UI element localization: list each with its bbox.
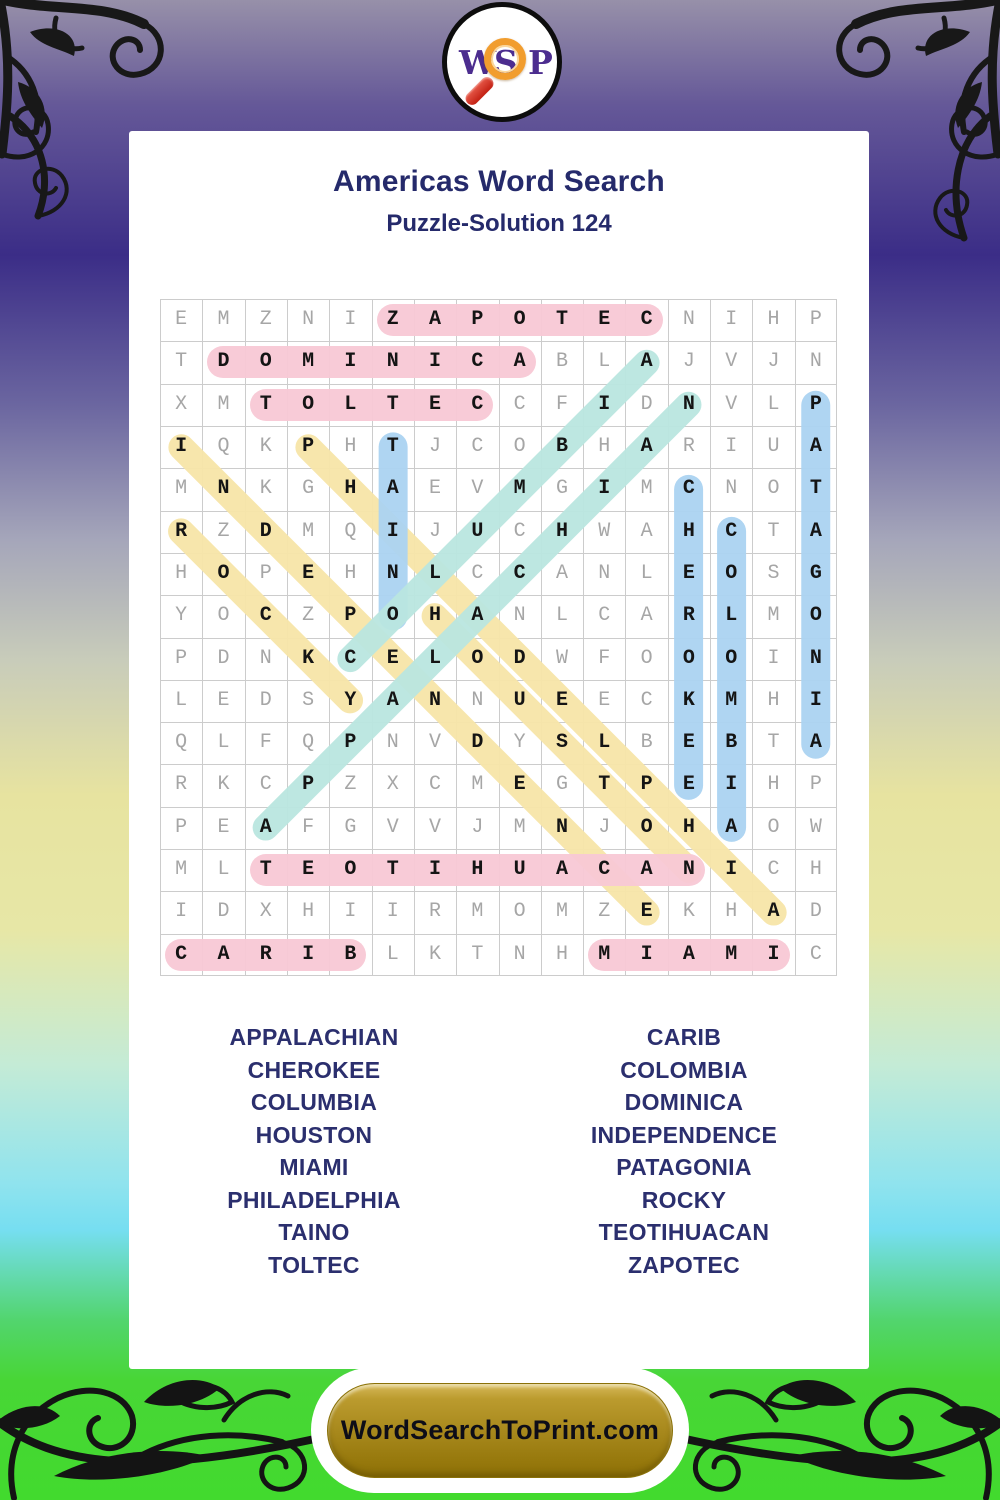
- grid-cell: N: [429, 688, 442, 712]
- grid-cell: E: [386, 646, 399, 670]
- grid-cell: O: [217, 604, 230, 628]
- grid-cell: T: [555, 308, 568, 331]
- grid-cell: K: [682, 688, 695, 712]
- grid-cell: N: [682, 392, 695, 416]
- grid-cell: E: [555, 688, 568, 712]
- grid-cell: L: [598, 731, 611, 755]
- grid-cell: Z: [302, 604, 315, 628]
- grid-cell: M: [513, 477, 526, 501]
- grid-cell: J: [429, 434, 442, 458]
- grid-cell: F: [259, 731, 272, 755]
- grid-cell: J: [767, 350, 780, 374]
- grid-cell: R: [429, 900, 442, 924]
- grid-cell: V: [429, 731, 442, 755]
- grid-cell: H: [429, 604, 442, 628]
- word-list-item: ZAPOTEC: [628, 1251, 740, 1278]
- grid-cell: C: [259, 773, 272, 797]
- logo-letter-s: S: [494, 43, 518, 82]
- grid-cell: F: [302, 815, 315, 839]
- grid-cell: A: [429, 308, 442, 331]
- logo-letter-w: W: [459, 43, 497, 82]
- grid-cell: O: [302, 392, 315, 416]
- grid-cell: K: [217, 773, 230, 797]
- grid-cell: P: [809, 773, 822, 797]
- grid-cell: H: [682, 519, 695, 543]
- grid-cell: C: [471, 561, 484, 585]
- grid-cell: T: [598, 773, 611, 797]
- grid-cell: P: [175, 646, 188, 670]
- word-list-left-column: [129, 1021, 499, 1281]
- grid-cell: M: [513, 815, 526, 839]
- grid-cell: C: [513, 561, 526, 585]
- grid-cell: V: [725, 350, 738, 374]
- grid-cell: F: [555, 392, 568, 416]
- grid-cell: L: [598, 350, 611, 374]
- grid-cell: N: [386, 561, 399, 585]
- grid-cell: T: [767, 519, 780, 543]
- word-list-item: TAINO: [278, 1219, 350, 1245]
- grid-cell: E: [429, 477, 442, 501]
- grid-cell: Z: [386, 308, 399, 331]
- grid-cell: G: [809, 561, 822, 585]
- grid-cell: N: [809, 350, 822, 374]
- grid-cell: S: [302, 688, 315, 712]
- corner-flourish-bottom-right: [670, 1360, 1000, 1500]
- grid-cell: Q: [302, 731, 315, 755]
- grid-cell: C: [513, 519, 526, 543]
- grid-cell: L: [344, 392, 357, 416]
- grid-cell: L: [767, 392, 780, 416]
- word-list-item: PATAGONIA: [616, 1154, 752, 1180]
- grid-cell: D: [471, 731, 484, 755]
- grid-cell: C: [513, 392, 526, 416]
- word-list-item: TOLTEC: [268, 1251, 360, 1278]
- grid-cell: A: [217, 942, 230, 966]
- grid-cell: I: [809, 688, 822, 712]
- grid-cell: E: [302, 858, 315, 882]
- grid-cell: N: [598, 561, 611, 585]
- grid-cell: I: [344, 308, 357, 331]
- grid-cell: P: [302, 434, 315, 458]
- grid-cell: U: [513, 688, 526, 712]
- grid-cell: L: [217, 731, 230, 755]
- grid-cell: H: [555, 519, 568, 543]
- grid-cell: O: [640, 646, 653, 670]
- grid-cell: I: [725, 773, 738, 797]
- grid-cell: B: [555, 434, 568, 458]
- grid-cell: B: [640, 731, 653, 755]
- grid-cell: L: [429, 561, 442, 585]
- grid-cell: C: [640, 308, 653, 331]
- grid-cell: K: [682, 900, 695, 924]
- grid-cell: P: [471, 308, 484, 331]
- grid-cell: W: [598, 519, 611, 543]
- grid-cell: N: [682, 858, 695, 882]
- grid-cell: A: [513, 350, 526, 374]
- grid-cell: R: [682, 604, 695, 628]
- grid-cell: K: [302, 646, 315, 670]
- grid-cell: T: [259, 858, 272, 882]
- grid-cell: T: [386, 392, 399, 416]
- word-list-item: CARIB: [646, 1024, 722, 1050]
- grid-cell: L: [725, 604, 738, 628]
- grid-cell: H: [344, 434, 357, 458]
- grid-cell: R: [175, 519, 188, 543]
- grid-cell: I: [598, 392, 611, 416]
- grid-cell: S: [555, 731, 568, 755]
- grid-cell: I: [725, 308, 738, 331]
- grid-cell: A: [640, 434, 653, 458]
- grid-cell: B: [344, 942, 357, 966]
- grid-cell: J: [429, 519, 442, 543]
- grid-cell: L: [640, 561, 653, 585]
- grid-cell: F: [598, 646, 611, 670]
- grid-cell: A: [682, 942, 695, 966]
- grid-cell: M: [555, 900, 568, 924]
- grid-cell: H: [682, 815, 695, 839]
- grid-cell: O: [513, 434, 526, 458]
- grid-cell: I: [175, 434, 188, 458]
- grid-cell: N: [386, 731, 399, 755]
- grid-cell: M: [471, 900, 484, 924]
- grid-cell: A: [640, 858, 653, 882]
- grid-cell: D: [513, 646, 526, 670]
- grid-cell: K: [429, 942, 442, 966]
- grid-cell: P: [809, 392, 822, 416]
- grid-cell: Q: [217, 434, 230, 458]
- grid-cell: A: [555, 858, 568, 882]
- grid-cell: O: [259, 350, 272, 374]
- puzzle-card: [129, 131, 869, 1369]
- grid-cell: C: [725, 519, 738, 543]
- grid-cell: G: [344, 815, 357, 839]
- word-list-item: APPALACHIAN: [229, 1024, 399, 1050]
- grid-cell: I: [302, 942, 315, 966]
- grid-cell: E: [217, 815, 230, 839]
- grid-cell: H: [471, 858, 484, 882]
- grid-cell: G: [555, 477, 568, 501]
- grid-cell: V: [386, 815, 399, 839]
- grid-cell: G: [555, 773, 568, 797]
- grid-cell: N: [217, 477, 230, 501]
- grid-cell: J: [682, 350, 695, 374]
- grid-cell: R: [259, 942, 272, 966]
- grid-cell: I: [386, 519, 399, 543]
- word-list-item: PHILADELPHIA: [227, 1186, 401, 1213]
- grid-cell: C: [682, 477, 695, 501]
- grid-cell: B: [725, 731, 738, 755]
- grid-cell: O: [725, 646, 738, 670]
- grid-cell: A: [555, 561, 568, 585]
- grid-cell: D: [809, 900, 822, 924]
- grid-cell: N: [471, 688, 484, 712]
- grid-cell: O: [386, 604, 399, 628]
- grid-cell: C: [471, 350, 484, 374]
- grid-cell: J: [471, 815, 484, 839]
- grid-cell: O: [513, 308, 526, 331]
- grid-cell: T: [386, 434, 399, 458]
- grid-cell: N: [513, 942, 526, 966]
- grid-cell: C: [344, 646, 357, 670]
- grid-cell: A: [471, 604, 484, 628]
- grid-cell: E: [640, 900, 653, 924]
- logo-letter-p: P: [528, 43, 553, 82]
- grid-cell: N: [302, 308, 315, 331]
- grid-cell: O: [809, 604, 822, 628]
- grid-cell: A: [809, 731, 822, 755]
- grid-cell: V: [471, 477, 484, 501]
- grid-cell: H: [302, 900, 315, 924]
- grid-cell: O: [640, 815, 653, 839]
- grid-cell: M: [217, 308, 230, 331]
- grid-cell: M: [175, 477, 188, 501]
- grid-cell: T: [767, 731, 780, 755]
- grid-cell: Y: [513, 731, 526, 755]
- grid-cell: Q: [175, 731, 188, 755]
- grid-cell: K: [259, 477, 272, 501]
- grid-cell: E: [682, 773, 695, 797]
- grid-cell: N: [386, 350, 399, 374]
- word-list-item: HOUSTON: [255, 1121, 373, 1148]
- grid-cell: P: [640, 773, 653, 797]
- grid-cell: C: [809, 942, 822, 966]
- grid-cell: E: [217, 688, 230, 712]
- grid-cell: B: [555, 350, 568, 374]
- grid-cell: D: [259, 519, 272, 543]
- grid-cell: E: [513, 773, 526, 797]
- grid-cell: A: [725, 815, 738, 839]
- grid-cell: O: [344, 858, 357, 882]
- grid-cell: M: [767, 604, 780, 628]
- grid-cell: Q: [344, 519, 357, 543]
- grid-cell: A: [640, 519, 653, 543]
- grid-cell: L: [175, 688, 188, 712]
- grid-cell: J: [598, 815, 611, 839]
- grid-cell: I: [725, 434, 738, 458]
- page-subtitle: Puzzle-Solution 124: [386, 210, 612, 237]
- grid-cell: D: [217, 646, 230, 670]
- word-list-right-column: [499, 1021, 869, 1281]
- grid-cell: M: [598, 942, 611, 966]
- grid-cell: I: [386, 900, 399, 924]
- grid-cell: G: [302, 477, 315, 501]
- grid-cell: O: [725, 561, 738, 585]
- grid-cell: O: [513, 900, 526, 924]
- grid-cell: O: [682, 646, 695, 670]
- website-button-label: WordSearchToPrint.com: [340, 1415, 660, 1445]
- grid-cell: D: [259, 688, 272, 712]
- grid-cell: I: [429, 350, 442, 374]
- grid-cell: P: [259, 561, 272, 585]
- grid-cell: X: [175, 392, 188, 416]
- grid-cell: A: [640, 350, 653, 374]
- grid-cell: L: [555, 604, 568, 628]
- grid-cell: I: [344, 900, 357, 924]
- grid-cell: P: [344, 604, 357, 628]
- grid-cell: C: [598, 858, 611, 882]
- grid-cell: E: [682, 561, 695, 585]
- grid-cell: R: [682, 434, 695, 458]
- grid-cell: L: [386, 942, 399, 966]
- grid-cell: H: [725, 900, 738, 924]
- grid-cell: C: [259, 604, 272, 628]
- grid-cell: V: [429, 815, 442, 839]
- grid-cell: T: [259, 392, 272, 416]
- grid-cell: E: [302, 561, 315, 585]
- grid-cell: H: [767, 773, 780, 797]
- magnifier-ring-icon: [484, 38, 526, 80]
- grid-cell: M: [217, 392, 230, 416]
- grid-cell: W: [555, 646, 568, 670]
- grid-cell: N: [682, 308, 695, 331]
- grid-cell: A: [386, 688, 399, 712]
- grid-cell: E: [682, 731, 695, 755]
- word-list-item: COLOMBIA: [620, 1056, 748, 1083]
- grid-cell: M: [725, 942, 738, 966]
- grid-cell: N: [725, 477, 738, 501]
- grid-cell: O: [217, 561, 230, 585]
- grid-cell: I: [767, 942, 780, 966]
- grid-cell: E: [598, 308, 611, 331]
- grid-cell: H: [767, 688, 780, 712]
- grid-cell: U: [471, 519, 484, 543]
- grid-cell: T: [175, 350, 188, 374]
- grid-cell: D: [640, 392, 653, 416]
- word-list-item: INDEPENDENCE: [590, 1121, 778, 1148]
- grid-cell: H: [555, 942, 568, 966]
- grid-cell: W: [809, 815, 822, 839]
- grid-cell: N: [809, 646, 822, 670]
- word-list-item: DOMINICA: [624, 1089, 744, 1115]
- grid-cell: X: [259, 900, 272, 924]
- grid-cell: N: [259, 646, 272, 670]
- grid-cell: A: [640, 604, 653, 628]
- grid-cell: M: [302, 350, 315, 374]
- word-list-item: COLUMBIA: [250, 1089, 378, 1115]
- grid-cell: A: [386, 477, 399, 501]
- grid-cell: X: [386, 773, 399, 797]
- grid-cell: E: [598, 688, 611, 712]
- word-list-item: CHEROKEE: [247, 1056, 381, 1083]
- grid-cell: P: [175, 815, 188, 839]
- grid-cell: L: [429, 646, 442, 670]
- grid-cell: Z: [598, 900, 611, 924]
- grid-cell: C: [175, 942, 188, 966]
- grid-cell: K: [259, 434, 272, 458]
- grid-cell: E: [175, 308, 188, 331]
- grid-cell: Z: [217, 519, 230, 543]
- grid-cell: M: [725, 688, 738, 712]
- grid-cell: C: [767, 858, 780, 882]
- grid-cell: T: [471, 942, 484, 966]
- grid-cell: Z: [259, 308, 272, 331]
- grid-cell: A: [809, 519, 822, 543]
- grid-cell: M: [302, 519, 315, 543]
- page-title: Americas Word Search: [333, 165, 665, 198]
- grid-cell: H: [598, 434, 611, 458]
- grid-cell: S: [767, 561, 780, 585]
- grid-cell: A: [767, 900, 780, 924]
- grid-cell: Y: [344, 688, 357, 712]
- grid-cell: H: [344, 477, 357, 501]
- grid-cell: I: [598, 477, 611, 501]
- grid-cell: I: [640, 942, 653, 966]
- grid-cell: P: [302, 773, 315, 797]
- grid-cell: H: [767, 308, 780, 331]
- grid-cell: O: [767, 815, 780, 839]
- grid-cell: L: [217, 858, 230, 882]
- grid-cell: N: [513, 604, 526, 628]
- grid-cell: I: [344, 350, 357, 374]
- word-search-grid: [160, 299, 838, 977]
- grid-cell: A: [809, 434, 822, 458]
- grid-cell: O: [471, 646, 484, 670]
- word-list: [129, 1021, 869, 1281]
- grid-cell: I: [767, 646, 780, 670]
- grid-cell: H: [344, 561, 357, 585]
- grid-cell: C: [640, 688, 653, 712]
- grid-cell: O: [767, 477, 780, 501]
- grid-cell: P: [809, 308, 822, 331]
- grid-cell: M: [640, 477, 653, 501]
- grid-cell: U: [767, 434, 780, 458]
- website-button[interactable]: [327, 1383, 673, 1478]
- grid-cell: R: [175, 773, 188, 797]
- grid-cell: U: [513, 858, 526, 882]
- grid-cell: H: [809, 858, 822, 882]
- grid-cell: E: [429, 392, 442, 416]
- grid-cell: C: [598, 604, 611, 628]
- wsp-logo: [442, 2, 562, 122]
- grid-cell: C: [471, 434, 484, 458]
- grid-cell: C: [471, 392, 484, 416]
- grid-cell: C: [429, 773, 442, 797]
- grid-cell: D: [217, 900, 230, 924]
- grid-cell: I: [725, 858, 738, 882]
- grid-cell: Y: [175, 604, 188, 628]
- word-list-item: TEOTIHUACAN: [598, 1219, 770, 1245]
- grid-cell: Z: [344, 773, 357, 797]
- grid-cell: M: [175, 858, 188, 882]
- grid-cell: V: [725, 392, 738, 416]
- grid-cell: P: [344, 731, 357, 755]
- grid-cell: I: [175, 900, 188, 924]
- grid-cell: T: [386, 858, 399, 882]
- corner-flourish-bottom-left: [0, 1360, 330, 1500]
- word-list-item: MIAMI: [279, 1154, 349, 1180]
- grid-cell: H: [175, 561, 188, 585]
- grid-cell: A: [259, 815, 272, 839]
- grid-cell: D: [217, 350, 230, 374]
- word-list-item: ROCKY: [641, 1186, 727, 1213]
- grid-cell: I: [429, 858, 442, 882]
- grid-cell: N: [555, 815, 568, 839]
- grid-cell: T: [809, 477, 822, 501]
- grid-cell: M: [471, 773, 484, 797]
